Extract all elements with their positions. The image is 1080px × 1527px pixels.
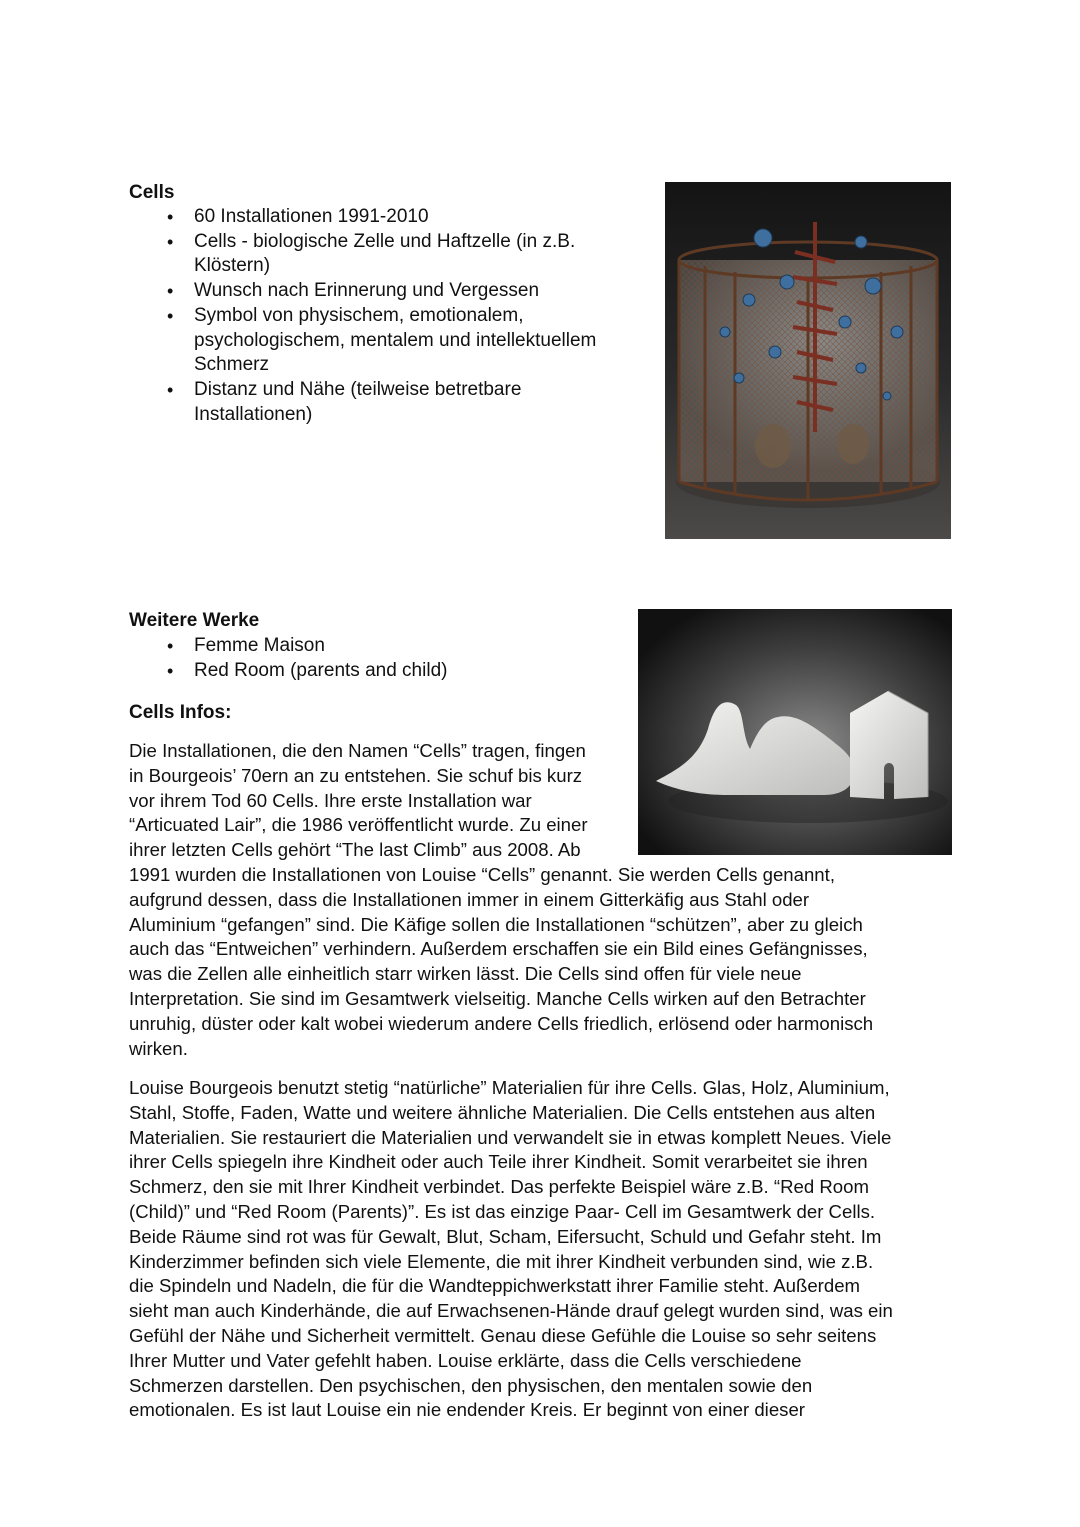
info-paragraph-2 (129, 1076, 959, 1423)
heading-cells-info: Cells Infos: (129, 702, 232, 723)
text-line: die Spindeln und Nadeln, die für die Wandteppichwerkstatt ihrer Familie steht. Außerdem (129, 1275, 861, 1297)
text-line: unruhig, düster oder kalt wobei wiederum andere Cells friedlich, erlösend oder harmonisch (129, 1012, 874, 1034)
text-line: Schmerz, den sie mit Ihrer Kindheit verbindet. Das perfekte Beispiel wäre z.B. “Red Room (129, 1176, 869, 1198)
list-item: • 60 Installationen 1991-2010 (129, 205, 629, 230)
text-line: aufgrund dessen, dass die Installationen immer in einem Gitterkäfig aus Stahl oder (129, 888, 810, 910)
text-line: in Bourgeois’ 70ern an zu entstehen. Sie schuf bis kurz (129, 764, 583, 786)
text-line: Stahl, Stoffe, Faden, Watte und weitere ähnliche Materialien. Die Cells entstehen aus alten (129, 1101, 876, 1123)
list-item: • Femme Maison (129, 634, 609, 659)
works-bullet-list (129, 634, 609, 683)
text-line: Materialien. Sie restauriert die Materialien und verwandelt sie in etwas komplett Neues. Viele (129, 1126, 892, 1148)
list-item: • Wunsch nach Erinnerung und Vergessen (129, 279, 629, 304)
text-line: ihrer Cells spiegeln ihre Kindheit oder auch Teile ihrer Kindheit. Somit verarbeitet sie ihren (129, 1151, 868, 1173)
text-line: Aluminium “gefangen” sind. Die Käfige sollen die Installationen “schützen”, aber zu gleich (129, 913, 863, 935)
text-line: Ihrer Mutter und Vater gefehlt haben. Louise erklärte, dass die Cells verschiedene (129, 1349, 802, 1371)
list-item: • Distanz und Nähe (teilweise betretbare Installationen) (129, 378, 629, 427)
text-line: wirken. (129, 1037, 188, 1059)
info-paragraph-1 (129, 739, 959, 1061)
text-line: Louise Bourgeois benutzt stetig “natürliche” Materialien für ihre Cells. Glas, Holz, Aluminium, (129, 1077, 890, 1098)
text-line: Kinderzimmer befinden sich viele Elemente, die mit ihrer Kindheit verbunden sind, wie z.B. (129, 1250, 874, 1272)
text-line: ihrer letzten Cells gehört “The last Climb” aus 2008. Ab (129, 839, 581, 861)
text-line: auch das “Entweichen” verhindern. Außerdem erschaffen sie ein Bild eines Gefängnisses, (129, 938, 868, 960)
cell-cage-photo (665, 182, 951, 539)
cells-bullet-list (129, 205, 629, 427)
text-line: 1991 wurden die Installationen von Louise “Cells” genannt. Sie werden Cells genannt, (129, 863, 835, 885)
heading-cells: Cells (129, 182, 175, 203)
list-item: • Cells - biologische Zelle und Haftzelle (in z.B. Klöstern) (129, 230, 629, 279)
text-line: was die Zellen alle einheitlich starr wirken lässt. Die Cells sind offen für viele neue (129, 963, 802, 985)
list-item: • Red Room (parents and child) (129, 659, 609, 684)
text-line: emotionalen. Es ist laut Louise ein nie endender Kreis. Er beginnt von einer dieser (129, 1399, 805, 1421)
text-line: Gefühl der Nähe und Sicherheit vermittelt. Genau diese Gefühle die Louise so sehr seitens (129, 1324, 877, 1346)
heading-further-works: Weitere Werke (129, 610, 260, 631)
cage-installation-image (665, 182, 951, 539)
text-line: “Articuated Lair”, die 1986 veröffentlicht wurde. Zu einer (129, 814, 588, 836)
text-line: sieht man auch Kinderhände, die auf Erwachsenen-Hände drauf gelegt wurden sind, was ein (129, 1300, 893, 1322)
text-line: Schmerzen darstellen. Den psychischen, den physischen, den mentalen sowie den (129, 1374, 813, 1396)
text-line: Beide Räume sind rot was für Gewalt, Blut, Scham, Eifersucht, Schuld und Gefahr steht. Im (129, 1225, 882, 1247)
text-line: vor ihrem Tod 60 Cells. Ihre erste Installation war (129, 789, 532, 811)
text-line: Die Installationen, die den Namen “Cells” tragen, fingen (129, 740, 586, 761)
list-item: • Symbol von physischem, emotionalem, psychologischem, mentalem und intellektuellem Schmerz (129, 304, 629, 378)
text-line: (Child)” und “Red Room (Parents)”. Es ist das einzige Paar- Cell im Gesamtwerk der Cells. (129, 1200, 876, 1222)
text-line: Interpretation. Sie sind im Gesamtwerk vielseitig. Manche Cells wirken auf den Betrachter (129, 987, 866, 1009)
